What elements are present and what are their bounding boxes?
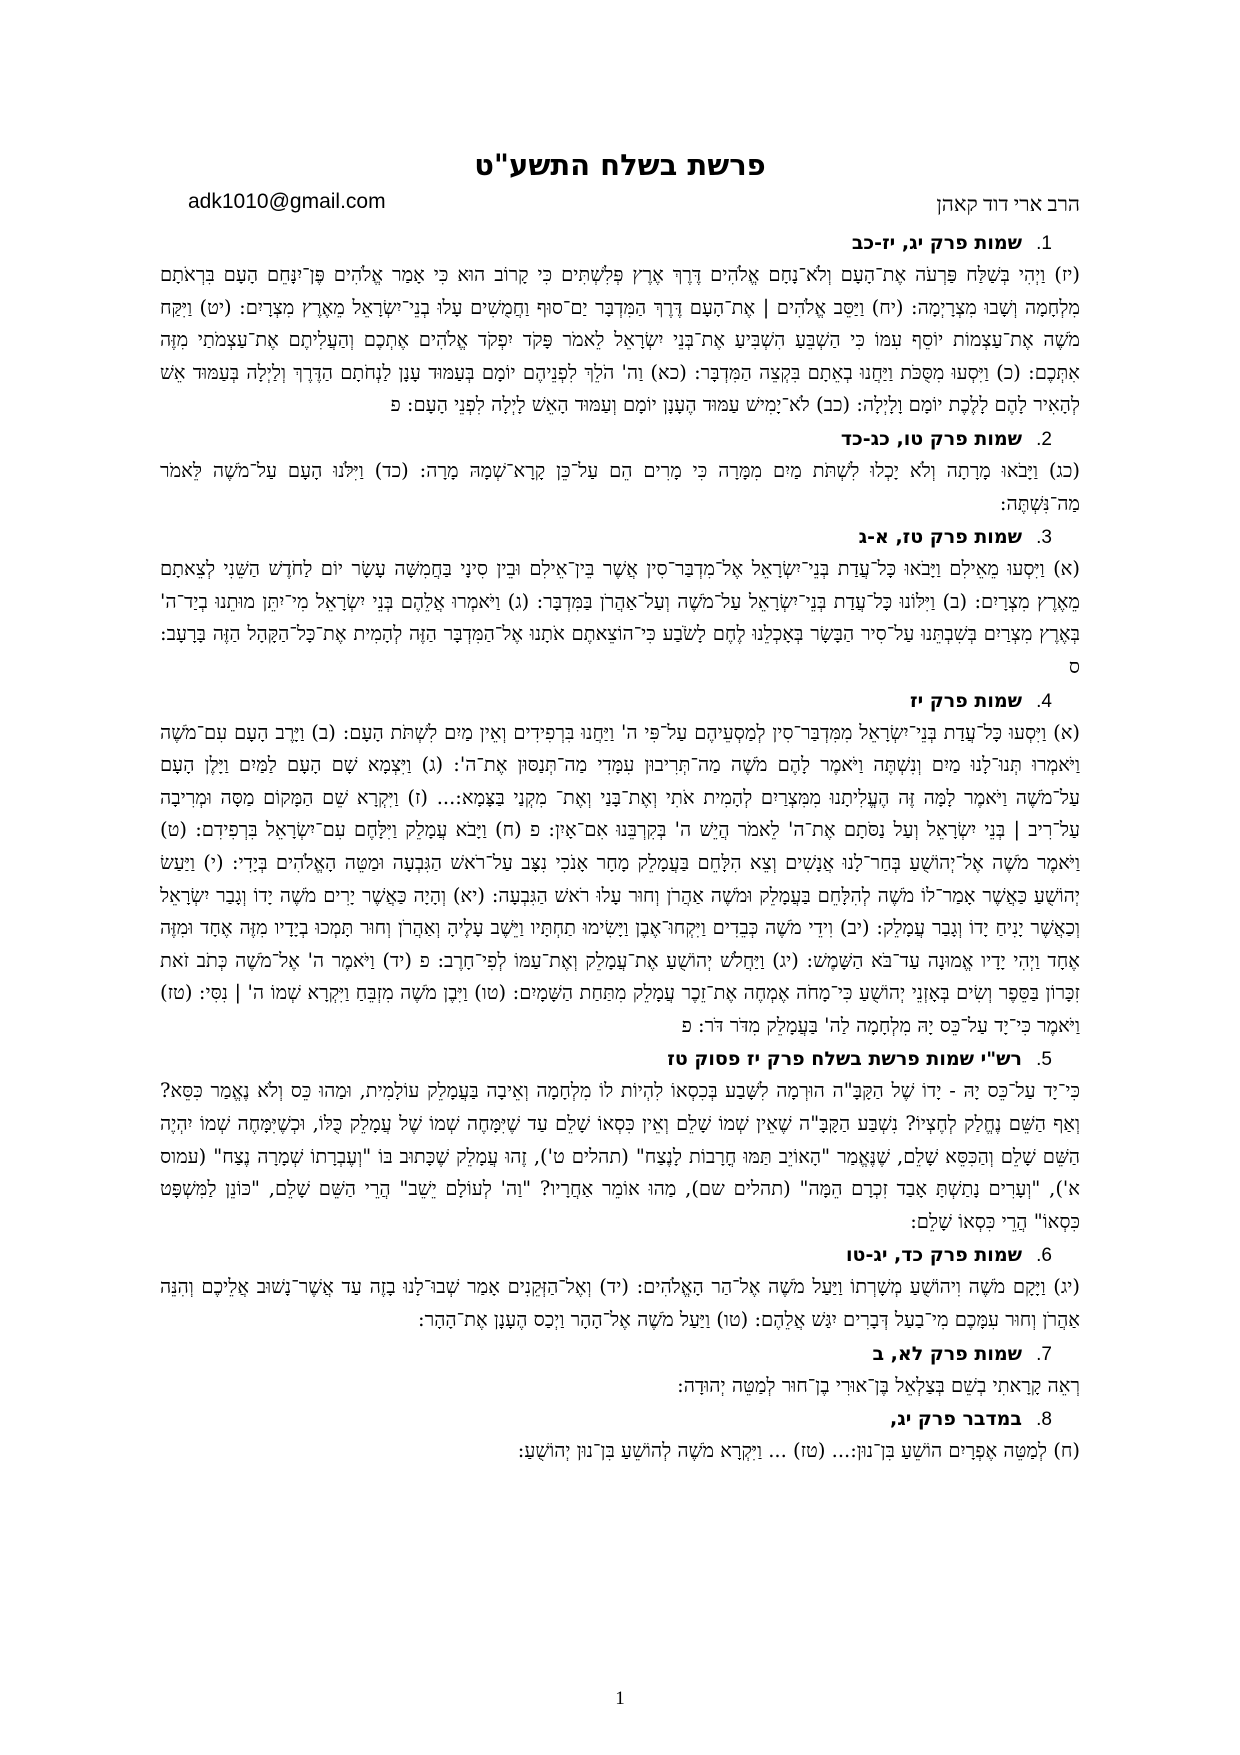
section-heading: [160, 1044, 1080, 1075]
section-heading: [160, 686, 1080, 717]
section-text: (יג) וַיָּקָם מֹשֶׁה וִיהוֹשֻׁעַ מְשָׁרְתוֹ וַיַּעַל מֹשֶׁה אֶל־הַר הָאֱלֹהִים: (יד) וְאֶל־הַזְּקֵנִים אָמַר שְׁבוּ־לָנוּ בָזֶה עַד אֲשֶׁר־נָשׁוּב אֲלֵיכֶם וְהִנֵּה אַהֲרֹן וְחוּר עִמָּכֶם מִי־בַעַל דְּבָרִים יִגַּשׁ אֲלֵהֶם: (טו) וַיַּעַל מֹשֶׁה אֶל־הָהָר וַיְכַס הֶעָנָן אֶת־הָהָר:: [160, 1275, 1080, 1332]
section-heading: [160, 522, 1080, 553]
section-heading: [160, 424, 1080, 455]
source-section: [160, 522, 1080, 683]
source-section: [160, 424, 1080, 520]
section-title: שמות פרק טו, כג-כד: [840, 427, 1022, 450]
section-number: 4.: [1036, 690, 1052, 712]
source-section: [160, 1339, 1080, 1403]
section-number: 7.: [1036, 1343, 1052, 1365]
section-title: רש"י שמות פרשת בשלח פרק יז פסוק טז: [667, 1048, 1022, 1071]
section-title: שמות פרק יג, יז-כב: [851, 232, 1022, 254]
source-section: [160, 1404, 1080, 1468]
section-number: 1.: [1036, 233, 1052, 254]
section-text: (א) וַיִּסְעוּ כָּל־עֲדַת בְּנֵי־יִשְׂרָאֵל מִמִּדְבַּר־סִין לְמַסְעֵיהֶם עַל־פִּי ה' וַיַּחֲנוּ בִּרְפִידִים וְאֵין מַיִם לִשְׁתֹּת הָעָם: (ב) וַיָּרֶב הָעָם עִם־מֹשֶׁה וַיֹּאמְרוּ תְּנוּ־לָנוּ מַיִם וְנִשְׁתֶּה וַיֹּאמֶר לָהֶם מֹשֶׁה מַה־תְּרִיבוּן עִמָּדִי מַה־תְּנַסּוּן אֶת־ה': (ג) וַיִּצְמָא שָׁם הָעָם לַמַּיִם וַיָּלֶן הָעָם עַל־מֹשֶׁה וַיֹּאמֶר לָמָּה זֶּה הֶעֱלִיתָנוּ מִמִּצְרַיִם לְהָמִית אֹתִי וְאֶת־בָּנַי וְאֶת־ מִקְנַי בַּצָּמָא:... (ז) וַיִּקְרָא שֵׁם הַמָּקוֹם מַסָּה וּמְרִיבָה עַל־רִיב | בְּנֵי יִשְׂרָאֵל וְעַל נַסֹּתָם אֶת־ה' לֵאמֹר הֲיֵשׁ ה' בְּקִרְבֵּנוּ אִם־אָיִן: פ (ח) וַיָּבֹא עֲמָלֵק וַיִּלָּחֶם עִם־יִשְׂרָאֵל בִּרְפִידִם: (ט) וַיֹּאמֶר מֹשֶׁה אֶל־יְהוֹשֻׁעַ בְּחַר־לָנוּ אֲנָשִׁים וְצֵא הִלָּחֵם בַּעֲמָלֵק מָחָר אָנֹכִי נִצָּב עַל־רֹאשׁ הַגִּבְעָה וּמַטֵּה הָאֱלֹהִים בְּיָדִי: (י) וַיַּעַשׂ יְהוֹשֻׁעַ כַּאֲשֶׁר אָמַר־לוֹ מֹשֶׁה לְהִלָּחֵם בַּעֲמָלֵק וּמֹשֶׁה אַהֲרֹן וְחוּר עָלוּ רֹאשׁ הַגִּבְעָה: (יא) וְהָיָה כַּאֲשֶׁר יָרִים מֹשֶׁה יָדוֹ וְגָבַר יִשְׂרָאֵל וְכַאֲשֶׁר יָנִיחַ יָדוֹ וְגָבַר עֲמָלֵק: (יב) וִידֵי מֹשֶׁה כְּבֵדִים וַיִּקְחוּ־אֶבֶן וַיָּשִׂימוּ תַחְתָּיו וַיֵּשֶׁב עָלֶיהָ וְאַהֲרֹן וְחוּר תָּמְכוּ בְיָדָיו מִזֶּה אֶחָד וּמִזֶּה אֶחָד וַיְהִי יָדָיו אֱמוּנָה עַד־בֹּא הַשָּׁמֶשׁ: (יג) וַיַּחֲלֹשׁ יְהוֹשֻׁעַ אֶת־עֲמָלֵק וְאֶת־עַמּוֹ לְפִי־חָרֶב: פ (יד) וַיֹּאמֶר ה' אֶל־מֹשֶׁה כְּתֹב זֹאת זִכָּרוֹן בַּסֵּפֶר וְשִׂים בְּאָזְנֵי יְהוֹשֻׁעַ כִּי־מָחֹה אֶמְחֶה אֶת־זֵכֶר עֲמָלֵק מִתַּחַת הַשָּׁמָיִם: (טו) וַיִּבֶן מֹשֶׁה מִזְבֵּחַ וַיִּקְרָא שְׁמוֹ ה' | נִסִּי: (טז) וַיֹּאמֶר כִּי־יָד עַל־כֵּס יָהּ מִלְחָמָה לַה' בַּעֲמָלֵק מִדֹּר דֹּר: פ: [160, 720, 1080, 1037]
source-section: [160, 228, 1080, 422]
section-number: 6.: [1036, 1245, 1052, 1267]
section-title: שמות פרק יז: [909, 689, 1022, 712]
section-number: 2.: [1036, 428, 1052, 450]
section-number: 5.: [1036, 1049, 1052, 1071]
source-section: [160, 1240, 1080, 1336]
section-heading: [160, 1240, 1080, 1271]
section-text: רְאֵה קָרָאתִי בְשֵׁם בְּצַלְאֵל בֶּן־אוּרִי בֶן־חוּר לְמַטֵּה יְהוּדָה:: [677, 1373, 1080, 1397]
page-number: 1: [615, 1688, 625, 1709]
section-title: שמות פרק לא, ב: [872, 1342, 1022, 1365]
source-section: [160, 1044, 1080, 1238]
section-number: 3.: [1036, 527, 1052, 549]
section-title: במדבר פרק יג,: [890, 1408, 1022, 1431]
section-number: 8.: [1036, 1409, 1052, 1431]
section-heading: [160, 228, 1080, 259]
page-title: פרשת בשלח התשע"ט: [474, 148, 766, 182]
section-title: שמות פרק טז, א-ג: [858, 526, 1022, 549]
section-text: (ח) לְמַטֵּה אֶפְרָיִם הוֹשֵׁעַ בִּן־נוּן:... (טז) ... וַיִּקְרָא מֹשֶׁה לְהוֹשֵׁעַ בִּן־נוּן יְהוֹשֻׁעַ:: [517, 1439, 1080, 1463]
author-name: הרב ארי דוד קאהן: [936, 192, 1080, 216]
section-text: כִּי־יָד עַל־כֵּס יָהּ - יָדוֹ שֶׁל הַקָּבָּ"ה הוּרְמָה לִשָּׁבַע בְּכִסְאוֹ לִהְיוֹת לוֹ מִלְחָמָה וְאֵיבָה בַּעֲמָלֵק עוֹלָמִית, וּמַהוּ כֵּס וְלֹא נֶאֱמַר כִּסֵּא? וְאַף הַשֵּׁם נֶחֱלַק לְחֶצְיוֹ? נִשְׁבַּע הַקָּבָּ"ה שֶׁאֵין שְׁמוֹ שָׁלֵם וְאֵין כִּסְאוֹ שָׁלֵם עַד שֶׁיִּמָּחֶה שְׁמוֹ שֶׁל עֲמָלֵק כֻּלּוֹ, וּכְשֶׁיִּמָּחֶה שְׁמוֹ יִהְיֶה הַשֵּׁם שָׁלֵם וְהַכִּסֵּא שָׁלֵם, שֶׁנֶּאֱמַר "הָאוֹיֵב תַּמּוּ חֳרָבוֹת לָנֶצַח" (תהלים ט'), זֶהוּ עֲמָלֵק שֶׁכָּתוּב בּוֹ "וְעֶבְרָתוֹ שְׁמָרָה נֶצַח" (עמוס א'), "וְעָרִים נָתַשְׁתָּ אָבַד זִכְרָם הֵמָּה" (תהלים שם), מַהוּ אוֹמֵר אַחֲרָיו? "וַה' לְעוֹלָם יֵשֵׁב" הֲרֵי הַשֵּׁם שָׁלֵם, "כּוֹנֵן לַמִּשְׁפָּט כִּסְאוֹ" הֲרֵי כִּסְאוֹ שָׁלֵם:: [160, 1079, 1080, 1233]
source-section: [160, 686, 1080, 1043]
author-email: adk1010@gmail.com: [188, 190, 386, 213]
section-text: (כג) וַיָּבֹאוּ מָרָתָה וְלֹא יָכְלוּ לִשְׁתֹּת מַיִם מִמָּרָה כִּי מָרִים הֵם עַל־כֵּן קָרָא־שְׁמָהּ מָרָה: (כד) וַיִּלֹּנוּ הָעָם עַל־מֹשֶׁה לֵּאמֹר מַה־נִּשְׁתֶּה:: [160, 458, 1080, 515]
section-heading: [160, 1404, 1080, 1435]
section-text: (יז) וַיְהִי בְּשַׁלַּח פַּרְעֹה אֶת־הָעָם וְלֹא־נָחָם אֱלֹהִים דֶּרֶךְ אֶרֶץ פְּלִשְׁתִּים כִּי קָרוֹב הוּא כִּי אָמַר אֱלֹהִים פֶּן־יִנָּחֵם הָעָם בִּרְאֹתָם מִלְחָמָה וְשָׁבוּ מִצְרָיְמָה: (יח) וַיַּסֵּב אֱלֹהִים | אֶת־הָעָם דֶּרֶךְ הַמִּדְבָּר יַם־סוּף וַחֲמֻשִׁים עָלוּ בְנֵי־יִשְׂרָאֵל מֵאֶרֶץ מִצְרָיִם: (יט) וַיִּקַּח מֹשֶׁה אֶת־עַצְמוֹת יוֹסֵף עִמּוֹ כִּי הַשְׁבֵּעַ הִשְׁבִּיעַ אֶת־בְּנֵי יִשְׂרָאֵל לֵאמֹר פָּקֹד יִפְקֹד אֱלֹהִים אֶתְכֶם וְהַעֲלִיתֶם אֶת־עַצְמֹתַי מִזֶּה אִתְּכֶם: (כ) וַיִּסְעוּ מִסֻּכֹּת וַיַּחֲנוּ בְאֵתָם בִּקְצֵה הַמִּדְבָּר: (כא) וַה' הֹלֵךְ לִפְנֵיהֶם יוֹמָם בְּעַמּוּד עָנָן לַנְחֹתָם הַדֶּרֶךְ וְלַיְלָה בְּעַמּוּד אֵשׁ לְהָאִיר לָהֶם לָלֶכֶת יוֹמָם וָלָיְלָה: (כב) לֹא־יָמִישׁ עַמּוּד הֶעָנָן יוֹמָם וְעַמּוּד הָאֵשׁ לָיְלָה לִפְנֵי הָעָם: פ: [160, 263, 1080, 417]
section-text: (א) וַיִּסְעוּ מֵאֵילִם וַיָּבֹאוּ כָּל־עֲדַת בְּנֵי־יִשְׂרָאֵל אֶל־מִדְבַּר־סִין אֲשֶׁר בֵּין־אֵילִם וּבֵין סִינָי בַּחֲמִשָּׁה עָשָׂר יוֹם לַחֹדֶשׁ הַשֵּׁנִי לְצֵאתָם מֵאֶרֶץ מִצְרָיִם: (ב) וַיִּלּוֹנוּ כָּל־עֲדַת בְּנֵי־יִשְׂרָאֵל עַל־מֹשֶׁה וְעַל־אַהֲרֹן בַּמִּדְבָּר: (ג) וַיֹּאמְרוּ אֲלֵהֶם בְּנֵי יִשְׂרָאֵל מִי־יִתֵּן מוּתֵנוּ בְיַד־ה' בְּאֶרֶץ מִצְרַיִם בְּשִׁבְתֵּנוּ עַל־סִיר הַבָּשָׂר בְּאָכְלֵנוּ לֶחֶם לָשֹׂבַע כִּי־הוֹצֵאתֶם אֹתָנוּ אֶל־הַמִּדְבָּר הַזֶּה לְהָמִית אֶת־כָּל־הַקָּהָל הַזֶּה בָּרָעָב: ס: [160, 557, 1080, 678]
section-heading: [160, 1339, 1080, 1370]
section-title: שמות פרק כד, יג-טו: [846, 1244, 1022, 1267]
source-sheet: [160, 228, 1080, 1618]
